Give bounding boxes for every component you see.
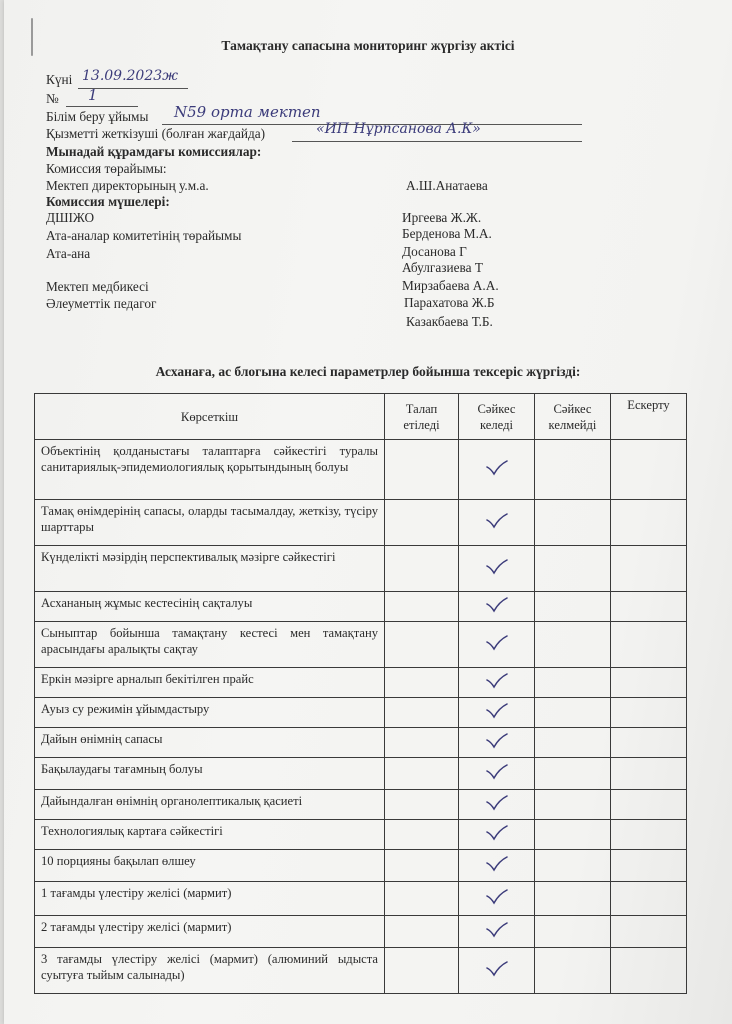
member-role: ДШІЖО [46, 210, 95, 225]
table-row [35, 948, 687, 994]
indicator-cell: 10 порцияны бақылап өлшеу [35, 850, 385, 882]
checkmark-icon [486, 673, 508, 689]
header-compliant: Сәйкес келеді [459, 394, 535, 440]
noncompliant-cell [535, 790, 611, 820]
required-cell [385, 440, 459, 500]
table-row [35, 820, 687, 850]
member-role: Әлеуметтік педагог [46, 296, 157, 311]
header-indicator: Көрсеткіш [35, 394, 385, 440]
chair-label: Комиссия төрайымы: [46, 161, 167, 176]
indicator-cell: Күнделікті мәзірдің перспективалық мәзірге сәйкестігі [35, 546, 385, 592]
noncompliant-cell [535, 728, 611, 758]
compliant-cell [459, 790, 535, 820]
checkmark-icon [486, 733, 508, 749]
supplier-label: Қызметті жеткізуші (болған жағдайда) [46, 126, 266, 141]
compliant-cell [459, 500, 535, 546]
member-name: Берденова М.А. [402, 226, 492, 241]
note-cell [611, 790, 687, 820]
noncompliant-cell [535, 440, 611, 500]
required-cell [385, 948, 459, 994]
director-label: Мектеп директорының у.м.а. [46, 178, 209, 193]
member-role: Мектеп медбикесі [46, 279, 149, 294]
header-note: Ескерту [611, 394, 687, 440]
table-row [35, 440, 687, 500]
required-cell [385, 820, 459, 850]
checkmark-icon [486, 795, 508, 811]
compliant-cell [459, 698, 535, 728]
note-cell [611, 916, 687, 948]
compliant-cell [459, 622, 535, 668]
note-cell [611, 820, 687, 850]
compliant-cell [459, 668, 535, 698]
required-cell [385, 622, 459, 668]
compliant-cell [459, 948, 535, 994]
required-cell [385, 500, 459, 546]
table-row [35, 758, 687, 790]
table-row [35, 668, 687, 698]
members-heading: Комиссия мүшелері: [46, 194, 170, 209]
required-cell [385, 882, 459, 916]
indicator-cell: Сыныптар бойынша тамақтану кестесі мен тамақтану арасындағы аралықты сақтау [35, 622, 385, 668]
checkmark-icon [486, 764, 508, 780]
document-title: Тамақтану сапасына мониторинг жүргізу актісі [221, 38, 515, 53]
checkmark-icon [486, 635, 508, 651]
table-row [35, 546, 687, 592]
indicator-cell: 2 тағамды үлестіру желісі (мармит) [35, 916, 385, 948]
document-page [4, 0, 732, 1024]
compliant-cell [459, 916, 535, 948]
checkmark-icon [486, 703, 508, 719]
table-row [35, 622, 687, 668]
table-body [35, 440, 687, 994]
compliant-cell [459, 546, 535, 592]
director-name: А.Ш.Анатаева [406, 178, 488, 193]
indicator-cell: Технологиялық картаға сәйкестігі [35, 820, 385, 850]
note-cell [611, 440, 687, 500]
required-cell [385, 916, 459, 948]
number-label: № [46, 91, 59, 106]
indicator-cell: Ауыз су режимін ұйымдастыру [35, 698, 385, 728]
required-cell [385, 592, 459, 622]
member-role: Ата-аналар комитетінің төрайымы [46, 228, 242, 243]
member-name: Абулгазиева Т [402, 260, 483, 275]
checkmark-icon [486, 559, 508, 575]
compliant-cell [459, 592, 535, 622]
member-name: Мирзабаева А.А. [402, 278, 499, 293]
note-cell [611, 592, 687, 622]
noncompliant-cell [535, 668, 611, 698]
noncompliant-cell [535, 948, 611, 994]
compliant-cell [459, 850, 535, 882]
commission-heading: Мынадай құрамдағы комиссиялар: [46, 144, 262, 159]
compliant-cell [459, 728, 535, 758]
checkmark-icon [486, 825, 508, 841]
table-row [35, 882, 687, 916]
required-cell [385, 758, 459, 790]
compliant-cell [459, 882, 535, 916]
noncompliant-cell [535, 758, 611, 790]
table-row [35, 728, 687, 758]
note-cell [611, 668, 687, 698]
note-cell [611, 546, 687, 592]
required-cell [385, 790, 459, 820]
member-name: Казакбаева Т.Б. [406, 314, 493, 329]
member-name: Иргеева Ж.Ж. [402, 210, 482, 225]
member-role: Ата-ана [46, 246, 91, 261]
required-cell [385, 850, 459, 882]
indicator-cell: Тамақ өнімдерінің сапасы, оларды тасымалдау, жеткізу, түсіру шарттары [35, 500, 385, 546]
section-title: Асханаға, ас блогына келесі параметрлер бойынша тексеріс жүргізді: [155, 364, 581, 379]
checkmark-icon [486, 961, 508, 977]
member-name: Парахатова Ж.Б [404, 295, 495, 310]
checkmark-icon [486, 460, 508, 476]
number-value: 1 [88, 86, 98, 104]
noncompliant-cell [535, 882, 611, 916]
date-label: Күні [46, 72, 73, 87]
header-noncompliant: Сәйкес келмейді [535, 394, 611, 440]
indicator-cell: Асхананың жұмыс кестесінің сақталуы [35, 592, 385, 622]
table-row [35, 790, 687, 820]
indicator-cell: Бақылаудағы тағамның болуы [35, 758, 385, 790]
noncompliant-cell [535, 592, 611, 622]
note-cell [611, 622, 687, 668]
table-header-row [35, 394, 687, 440]
table-row [35, 500, 687, 546]
checkmark-icon [486, 513, 508, 529]
compliant-cell [459, 758, 535, 790]
indicator-cell: 3 тағамды үлестіру желісі (мармит) (алюминий ыдыста суытуға тыйым салынады) [35, 948, 385, 994]
required-cell [385, 546, 459, 592]
required-cell [385, 668, 459, 698]
note-cell [611, 948, 687, 994]
school-label: Білім беру ұйымы [46, 109, 149, 124]
noncompliant-cell [535, 546, 611, 592]
inspection-table [34, 393, 687, 994]
supplier-underline [292, 141, 582, 142]
note-cell [611, 850, 687, 882]
indicator-cell: 1 тағамды үлестіру желісі (мармит) [35, 882, 385, 916]
table-row [35, 698, 687, 728]
checkmark-icon [486, 856, 508, 872]
school-value: N59 орта мектеп [174, 103, 321, 121]
note-cell [611, 728, 687, 758]
required-cell [385, 728, 459, 758]
date-value: 13.09.2023ж [82, 68, 179, 84]
member-name: Досанова Г [402, 244, 467, 259]
note-cell [611, 882, 687, 916]
table-row [35, 592, 687, 622]
noncompliant-cell [535, 622, 611, 668]
indicator-cell: Объектінің қолданыстағы талаптарға сәйкестігі туралы санитариялық-эпидемиологиялық қорытындының болуы [35, 440, 385, 500]
compliant-cell [459, 440, 535, 500]
checkmark-icon [486, 597, 508, 613]
noncompliant-cell [535, 850, 611, 882]
supplier-value: «ИП Нұрпсанова А.К» [316, 121, 481, 137]
noncompliant-cell [535, 500, 611, 546]
noncompliant-cell [535, 698, 611, 728]
indicator-cell: Дайындалған өнімнің органолептикалық қасиеті [35, 790, 385, 820]
checkmark-icon [486, 889, 508, 905]
table-row [35, 850, 687, 882]
indicator-cell: Дайын өнімнің сапасы [35, 728, 385, 758]
noncompliant-cell [535, 916, 611, 948]
required-cell [385, 698, 459, 728]
table-row [35, 916, 687, 948]
note-cell [611, 758, 687, 790]
note-cell [611, 698, 687, 728]
indicator-cell: Еркін мәзірге арналып бекітілген прайс [35, 668, 385, 698]
checkmark-icon [486, 922, 508, 938]
number-underline [66, 106, 138, 107]
header-required: Талап етіледі [385, 394, 459, 440]
compliant-cell [459, 820, 535, 850]
noncompliant-cell [535, 820, 611, 850]
note-cell [611, 500, 687, 546]
